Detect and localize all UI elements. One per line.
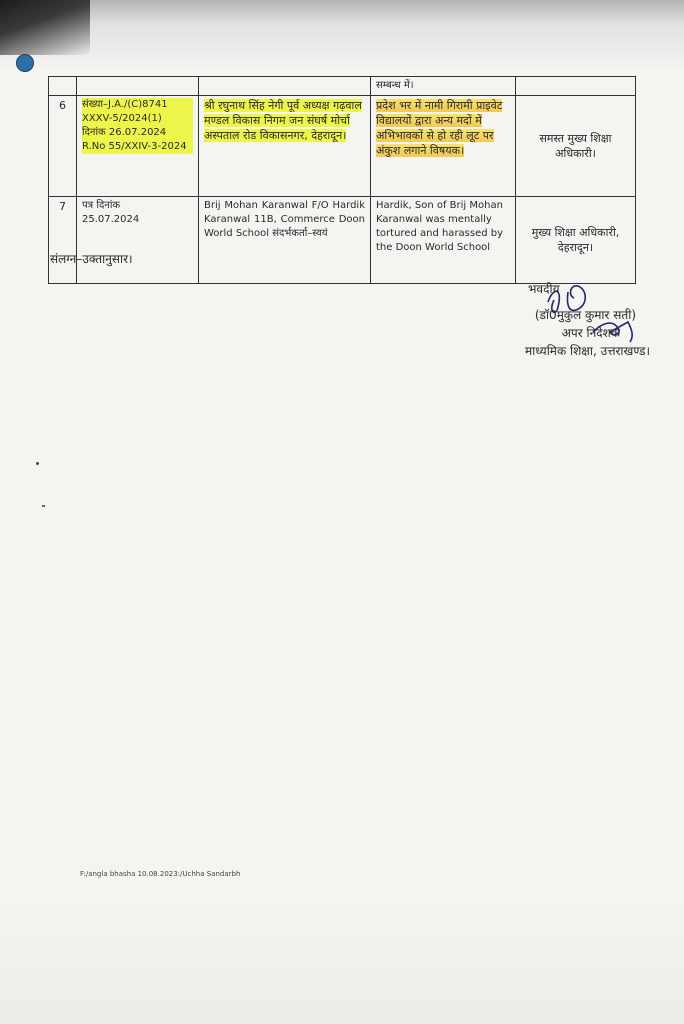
- subject-cell: [371, 96, 516, 197]
- enclosure-note: संलग्न–उक्तानुसार।: [50, 252, 133, 266]
- table-row: [49, 197, 636, 284]
- scan-shadow: [0, 900, 684, 1024]
- binder-clip: [0, 0, 90, 55]
- scan-shadow: [0, 0, 684, 70]
- reference-cell: [77, 197, 199, 284]
- signatory-designation: अपर निदेशक: [561, 326, 620, 340]
- table-row-continuation: [49, 77, 636, 96]
- subject-text: प्रदेश भर में नामी गिरामी प्राइवेट विद्यालयों द्वारा अन्य मदों में अभिभावकों से हो रही लूट पर अंकुश लगाने विषयक।: [376, 99, 503, 157]
- signatory-name: (डॉ0मुकुल कुमार सती): [534, 308, 636, 322]
- reference-line: पत्र दिनांक: [82, 200, 121, 211]
- signatory-department: माध्यमिक शिक्षा, उत्तराखण्ड।: [524, 344, 650, 358]
- complainant-text: श्री रघुनाथ सिंह नेगी पूर्व अध्यक्ष गढ़वाल मण्डल विकास निगम जन संघर्ष मोर्चा अस्पताल रोड विकासनगर, देहरादून।: [204, 99, 362, 142]
- scan-speck: [36, 462, 39, 465]
- officer-cell: मुख्य शिक्षा अधिकारी, देहरादून।: [516, 197, 636, 284]
- reference-cell: [77, 96, 199, 197]
- signature-block: [470, 280, 650, 360]
- reference-table: [48, 76, 636, 284]
- complainant-cell: Brij Mohan Karanwal F/O Hardik Karanwal 11B, Commerce Doon World School संदर्भकर्ता–स्वयं: [199, 197, 371, 284]
- serial-number: 7: [49, 197, 77, 284]
- table-row: [49, 96, 636, 197]
- reference-line: R.No 55/XXIV-3-2024: [82, 140, 193, 154]
- subject-cell: Hardik, Son of Brij Mohan Karanwal was mentally tortured and harassed by the Doon World School: [371, 197, 516, 284]
- pin-icon: [16, 54, 34, 72]
- serial-number: 6: [49, 96, 77, 197]
- file-path-footer: F:/angla bhasha 10.08.2023:/Uchha Sandarbh: [80, 870, 241, 878]
- closing-text: भवदीय: [528, 282, 560, 296]
- reference-line: संख्या–J.A./(C)8741: [82, 98, 193, 112]
- reference-line: 25.07.2024: [82, 214, 140, 225]
- complainant-cell: [199, 96, 371, 197]
- reference-line: दिनांक 26.07.2024: [82, 126, 193, 140]
- scan-speck: [42, 505, 45, 507]
- continuation-text: सम्बन्ध में।: [371, 77, 516, 96]
- officer-cell: समस्त मुख्य शिक्षा अधिकारी।: [516, 96, 636, 197]
- reference-line: XXXV-5/2024(1): [82, 112, 193, 126]
